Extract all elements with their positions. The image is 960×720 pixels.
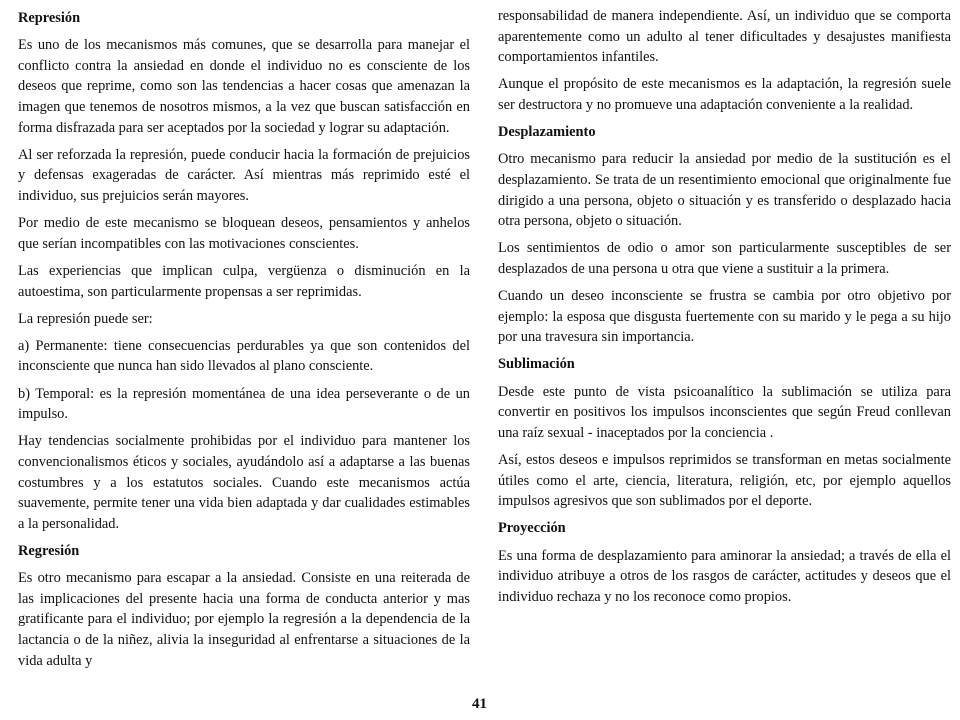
paragraph: La represión puede ser: — [18, 310, 153, 327]
paragraph: Es uno de los mecanismos más comunes, que se desarrolla para manejar el conflicto contra la ansiedad en donde el individuo no es consciente de los deseos que reprime, como son las tendencias a hacer cosas que amenazan la imagen que tenemos de nosotros mismos, a la vez que buscan satisfacción en forma disfrazada para ser aceptados por la sociedad y lograr su adaptación. — [18, 37, 470, 136]
paragraph: Los sentimientos de odio o amor son particularmente susceptibles de ser desplazados de una persona u otra que viene a sustituir a la primera. — [498, 240, 951, 277]
section-heading-sublimacion: Sublimación — [498, 356, 575, 373]
paragraph: Así, estos deseos e impulsos reprimidos se transforman en metas socialmente útiles como el arte, ciencia, literatura, religión, etc, por ejemplo aquellos impulsos agresivos que son sublimados por el deporte. — [498, 452, 951, 510]
paragraph: Al ser reforzada la represión, puede conducir hacia la formación de prejuicios y defensas exageradas de carácter. Así mientras más reprimido esté el individuo, sus prejuicios serán mayores. — [18, 146, 470, 204]
paragraph: Por medio de este mecanismo se bloquean deseos, pensamientos y anhelos que serían incompatibles con las motivaciones conscientes. — [18, 215, 470, 252]
section-heading-represion: Represión — [18, 10, 81, 26]
paragraph: Cuando un deseo inconsciente se frustra se cambia por otro objetivo por ejemplo: la esposa que disgusta fuertemente con su marido y le pega a su hijo por una travesura sin importancia. — [498, 288, 951, 346]
right-column — [498, 6, 951, 614]
section-heading-regresion: Regresión — [18, 543, 80, 559]
section-heading-desplazamiento: Desplazamiento — [498, 124, 596, 141]
paragraph: a) Permanente: tiene consecuencias perdurables ya que son contenidos del inconsciente que nunca han sido llevados al plano consciente. — [18, 337, 470, 375]
paragraph: Es una forma de desplazamiento para aminorar la ansiedad; a través de ella el individuo atribuye a otros de los rasgos de carácter, actitudes y deseos que el individuo rechaza y no los reconoce como propios. — [498, 547, 951, 605]
paragraph: Hay tendencias socialmente prohibidas por el individuo para mantener los convencionalismos éticos y sociales, ayudándolo así a adaptarse a las buenas costumbres y a los estatutos sociales. Cuando este mecanismos actúa suavemente, permite tener una vida bien adaptada y dar cualidades estimables a la personalidad. — [18, 433, 470, 532]
paragraph: Aunque el propósito de este mecanismos es la adaptación, la regresión suele ser destructora y no promueve una adaptación conveniente a la realidad. — [498, 76, 951, 113]
paragraph: Desde este punto de vista psicoanalítico la sublimación se utiliza para convertir en positivos los impulsos inconscientes que según Freud conllevan una raíz sexual - inaceptados por la conciencia . — [498, 383, 951, 441]
paragraph: Las experiencias que implican culpa, vergüenza o disminución en la autoestima, son particularmente propensas a ser reprimidas. — [18, 262, 470, 300]
paragraph: Otro mecanismo para reducir la ansiedad por medio de la sustitución es el desplazamiento. Se trata de un resentimiento emocional que originalmente fue dirigido a una persona, objeto o situación y es transferido o desplazado hacia otra persona, objeto o situación. — [498, 151, 951, 230]
page-number: 41 — [472, 696, 487, 712]
left-column — [18, 8, 470, 678]
section-heading-proyeccion: Proyección — [498, 520, 566, 537]
paragraph: Es otro mecanismo para escapar a la ansiedad. Consiste en una reiterada de las implicaciones del presente hacia una forma de conducta anterior y mas gratificante para el individuo; por ejemplo la regresión a la dependencia de la lactancia o de la niñez, alivia la inseguridad al enfrentarse a situaciones de la vida adulta y — [18, 570, 470, 669]
paragraph: b) Temporal: es la represión momentánea de una idea perseverante o de un impulso. — [18, 385, 470, 423]
paragraph-continued: responsabilidad de manera independiente. Así, un individuo que se comporta aparentemente como un adulto al tener dificultades y desajustes manifiesta comportamientos infantiles. — [498, 8, 951, 66]
